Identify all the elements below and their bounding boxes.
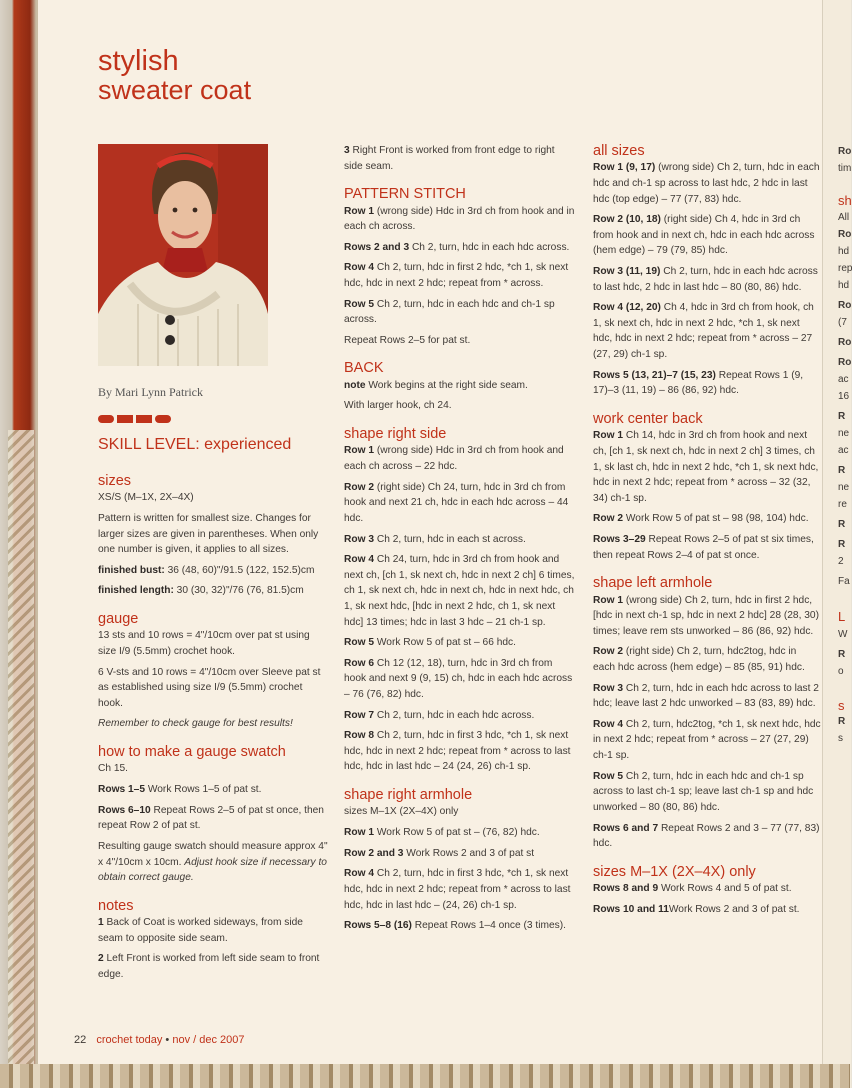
pattern-paragraph	[344, 804, 576, 820]
pattern-paragraph	[344, 656, 576, 703]
next-page-fragment: ne	[838, 428, 850, 439]
row-label: finished bust:	[98, 564, 165, 576]
next-page-fragment: W	[838, 629, 848, 640]
pattern-paragraph	[593, 264, 821, 295]
pattern-text: Pattern is written for smallest size. Changes for larger sizes are given in parentheses. When only one number is given, it applies to all sizes.	[98, 513, 319, 556]
row-label: 3	[344, 145, 350, 156]
pattern-text: (wrong side) Ch 2, turn, hdc in each hdc and ch-1 sp across to last hdc, 2 hdc in last hdc (top edge) – 77 (77, 83) hdc.	[593, 162, 820, 205]
pattern-paragraph	[344, 918, 576, 934]
pattern-text: Work Rows 2 and 3 of pat st.	[668, 903, 800, 915]
pattern-paragraph	[344, 378, 576, 394]
pattern-paragraph	[593, 368, 821, 399]
page-title	[98, 46, 251, 105]
page-number: 22	[74, 1034, 87, 1046]
pattern-paragraph	[344, 825, 576, 841]
left-page-spine	[0, 0, 38, 1088]
row-label: Row 5	[344, 637, 375, 649]
pattern-text: 6 V-sts and 10 rows = 4"/10cm over Sleeve pat st as established using size I/9 (5.5mm) crochet hook.	[98, 666, 321, 709]
pattern-text: 36 (48, 60)"/91.5 (122, 152.5)cm	[164, 564, 315, 576]
pattern-paragraph	[344, 398, 576, 414]
pattern-paragraph	[344, 532, 576, 548]
pattern-text: Adjust hook size if necessary to obtain correct gauge.	[98, 856, 327, 884]
next-page-fragment: R	[838, 716, 846, 727]
next-page-fragment: R	[838, 539, 846, 550]
pattern-paragraph	[344, 297, 576, 328]
row-label: Row 1	[344, 205, 375, 217]
pattern-paragraph	[344, 260, 576, 291]
section-heading: shape right armhole	[344, 787, 473, 804]
row-label: Row 8	[344, 730, 375, 742]
pattern-text: Ch 2, turn, hdc in each hdc across.	[374, 709, 535, 721]
pattern-paragraph	[593, 160, 821, 207]
next-page-fragment: s	[838, 733, 843, 744]
next-page-fragment: rep	[838, 263, 852, 274]
section-heading: gauge	[98, 611, 139, 628]
pattern-text: (wrong side) Hdc in 3rd ch from hook and each ch across – 22 hdc.	[344, 445, 564, 473]
next-page-fragment: tim	[838, 163, 852, 174]
pattern-text: Work Row 5 of pat st – 66 hdc.	[374, 637, 516, 649]
row-label: Row 4	[344, 554, 375, 566]
pattern-paragraph	[98, 563, 330, 579]
pattern-paragraph	[344, 552, 576, 630]
column-3	[593, 143, 821, 922]
model-photo	[98, 144, 268, 366]
skill-level-bars-icon	[98, 413, 172, 425]
row-label: Row 2 and 3	[344, 847, 404, 859]
pattern-text: Ch 2, turn, hdc in each hdc and ch-1 sp across to last ch-1 sp; leave last ch-1 sp and hdc unworked – 80 (80, 86) hdc.	[593, 770, 814, 813]
next-page-fragment: re	[838, 499, 847, 510]
pattern-paragraph	[344, 728, 576, 775]
issue-date: nov / dec 2007	[172, 1034, 245, 1046]
pattern-text: Ch 15.	[98, 763, 129, 775]
pattern-text: Ch 2, turn, hdc in first 3 hdc, *ch 1, sk next hdc, hdc in next 2 hdc; repeat from * across to last hdc, hdc in last hdc – (24, 26) ch-1 sp.	[344, 868, 571, 911]
title-line-1: stylish	[98, 45, 179, 77]
row-label: Row 6	[344, 657, 375, 669]
next-page-fragment: Ro	[838, 357, 852, 368]
next-page-fragment: ac	[838, 374, 849, 385]
pattern-paragraph	[98, 951, 330, 982]
pattern-text: Work Rows 4 and 5 of pat st.	[658, 883, 792, 895]
pattern-text: Left Front is worked from left side seam to front edge.	[98, 953, 320, 980]
row-label: Row 3 (11, 19)	[593, 266, 661, 278]
section-heading: how to make a gauge swatch	[98, 744, 286, 761]
pattern-text: Ch 2, turn, hdc2tog, *ch 1, sk next hdc, hdc in next 2 hdc; repeat from * across – 27 (27, 29) ch-1 sp.	[593, 718, 821, 762]
pattern-text: XS/S (M–1X, 2X–4X)	[98, 492, 194, 504]
pattern-paragraph	[98, 915, 330, 946]
next-page-fragment: R	[838, 465, 846, 476]
pattern-paragraph	[98, 761, 330, 777]
pattern-text: Work Rows 1–5 of pat st.	[145, 784, 262, 796]
pattern-text: Repeat Rows 1 (9, 17)–3 (11, 19) – 86 (86, 92) hdc.	[593, 369, 804, 397]
next-page-fragment: Ro	[838, 337, 852, 348]
row-label: Row 1	[344, 445, 375, 457]
pattern-text: Ch 2, turn, hdc in first 2 hdc, *ch 1, sk next hdc, hdc in next 2 hdc; repeat from * across.	[344, 262, 569, 290]
pattern-paragraph	[344, 443, 576, 474]
pattern-paragraph	[344, 866, 576, 913]
pattern-paragraph	[593, 511, 821, 527]
pattern-paragraph	[344, 333, 576, 349]
next-page-fragment: L	[838, 609, 846, 624]
pattern-paragraph	[593, 428, 821, 506]
pattern-text: With larger hook, ch 24.	[344, 400, 452, 412]
pattern-paragraph	[593, 717, 821, 764]
row-label: Rows 2 and 3	[344, 241, 410, 253]
pattern-text: 13 sts and 10 rows = 4"/10cm over pat st using size I/9 (5.5mm) crochet hook.	[98, 630, 310, 658]
row-label: Rows 10 and 11	[593, 903, 669, 915]
section-heading: sizes	[98, 473, 132, 489]
row-label: Row 2	[593, 513, 624, 525]
pattern-paragraph	[593, 212, 821, 259]
pattern-text: Work begins at the right side seam.	[365, 379, 528, 391]
pattern-text: Remember to check gauge for best results!	[98, 718, 293, 730]
row-label: Row 7	[344, 709, 375, 721]
next-page-fragment: R	[838, 519, 846, 530]
row-label: Rows 3–29	[593, 533, 646, 545]
footer-bullet: •	[165, 1034, 170, 1046]
pattern-text: Back of Coat is worked sideways, from side seam to opposite side seam.	[98, 917, 303, 944]
pattern-text: Repeat Rows 1–4 once (3 times).	[411, 920, 566, 932]
row-label: Row 1	[593, 430, 624, 442]
rope-texture	[8, 430, 34, 1070]
pattern-text: Work Row 5 of pat st – 98 (98, 104) hdc.	[623, 513, 809, 525]
pattern-text: Ch 2, turn, hdc in each hdc across.	[409, 241, 570, 253]
pattern-text: Ch 24, turn, hdc in 3rd ch from hook and next ch, [ch 1, sk next ch, hdc in next 2 ch] 6 times, ch 1, sk next ch, hdc in next ch, hdc in next hdc, ch 1, sk next hdc, [hdc in next 2 hdc, ch 1, sk next hdc] 13 times; hdc in last 3 hdc – 21 ch-1 sp.	[344, 554, 575, 628]
next-page-fragment: sh	[838, 193, 852, 208]
pattern-text: Repeat Rows 2–5 of pat st six times, then repeat Rows 2–4 of pat st once.	[593, 533, 814, 561]
pattern-text: (wrong side) Hdc in 3rd ch from hook and in each ch across.	[344, 205, 575, 233]
pattern-text: sizes M–1X (2X–4X) only	[344, 806, 459, 818]
next-page-fragment: ac	[838, 445, 849, 456]
pattern-text: Ch 2, turn, hdc in each hdc across to last 2 hdc; leave last 2 hdc unworked – 83 (83, 89) hdc.	[593, 682, 819, 710]
column-2	[344, 143, 576, 939]
section-heading: work center back	[593, 410, 703, 427]
pattern-text: (wrong side) Ch 2, turn, hdc in first 2 hdc, [hdc in next ch-1 sp, hdc in next 2 hdc] 28 (28, 30) times; leave rem sts unworked – 86 (86, 92) hdc.	[593, 594, 819, 637]
section-heading: shape left armhole	[593, 575, 713, 592]
pattern-text: Work Row 5 of pat st – (76, 82) hdc.	[374, 827, 540, 839]
next-page-fragment: 2	[838, 556, 844, 567]
row-label: Rows 1–5	[98, 784, 145, 796]
section-heading: notes	[98, 897, 134, 914]
next-page-fragment: All	[838, 212, 850, 223]
pattern-paragraph	[344, 480, 576, 527]
row-label: Row 1	[593, 594, 624, 606]
pattern-text: Ch 2, turn, hdc in each hdc across to last hdc, 2 hdc in last hdc – 80 (80, 86) hdc.	[593, 266, 818, 293]
pattern-paragraph	[344, 143, 576, 174]
row-label: Row 3	[344, 533, 375, 545]
pattern-paragraph	[593, 300, 821, 362]
pattern-paragraph	[593, 681, 821, 712]
pattern-text: Repeat Rows 2–5 for pat st.	[344, 334, 471, 346]
section-heading: BACK	[344, 360, 384, 377]
pattern-paragraph	[344, 240, 576, 256]
pattern-paragraph	[344, 204, 576, 235]
pattern-text: (right side) Ch 4, hdc in 3rd ch from hook and in next ch, hdc in each hdc across (hem edge) – 79 (79, 85) hdc.	[593, 214, 815, 257]
next-page-fragment: ne	[838, 482, 850, 493]
next-page-fragment: s	[838, 698, 845, 713]
pattern-paragraph	[98, 716, 330, 732]
section-heading: shape right side	[344, 426, 447, 443]
next-page-fragment: 16	[838, 391, 850, 402]
pattern-paragraph	[98, 583, 330, 599]
row-label: Row 5	[593, 770, 624, 782]
row-label: Rows 5 (13, 21)–7 (15, 23)	[593, 369, 716, 381]
pattern-paragraph	[98, 839, 330, 886]
pattern-text: (right side) Ch 24, turn, hdc in 3rd ch from hook and next 21 ch, hdc in each hdc across – 44 hdc.	[344, 481, 569, 524]
row-label: 1	[98, 917, 104, 929]
pattern-paragraph	[98, 490, 330, 506]
pattern-paragraph	[98, 628, 330, 659]
next-page-fragment: Ro	[838, 229, 852, 240]
pattern-text: 30 (30, 32)"/76 (76, 81.5)cm	[173, 585, 304, 597]
next-page-fragment: Ro	[838, 146, 852, 157]
row-label: Row 5	[344, 298, 375, 310]
section-heading: all sizes	[593, 143, 645, 159]
pattern-paragraph	[344, 635, 576, 651]
row-label: Rows 6–10	[98, 804, 151, 816]
pattern-text: Ch 14, hdc in 3rd ch from hook and next ch, [ch 1, sk next ch, hdc in next 2 ch] 3 times, ch 1, sk last ch, hdc in next 2 hdc, *ch 1, sk next hdc, hdc in next 2 hdc; repeat from * across – 32 (32, 34) ch-1 sp.	[593, 430, 819, 504]
row-label: Row 1 (9, 17)	[593, 162, 656, 174]
row-label: Rows 5–8 (16)	[344, 920, 412, 932]
row-label: Row 2	[344, 481, 375, 493]
pattern-text: Ch 2, turn, hdc in each hdc and ch-1 sp across.	[344, 298, 555, 326]
pattern-paragraph	[593, 769, 821, 816]
pattern-paragraph	[593, 644, 821, 675]
pattern-text: Ch 12 (12, 18), turn, hdc in 3rd ch from hook and next 9 (9, 15) ch, hdc in each hdc across – 76 (76, 82) hdc.	[344, 657, 573, 701]
row-label: Row 1	[344, 827, 375, 839]
row-label: finished length:	[98, 585, 174, 597]
pattern-text: Repeat Rows 2 and 3 – 77 (77, 83) hdc.	[593, 822, 820, 850]
pattern-text: Repeat Rows 2–5 of pat st once, then repeat Row 2 of pat st.	[98, 804, 324, 832]
pattern-text: Work Rows 2 and 3 of pat st	[403, 847, 535, 859]
pattern-paragraph	[344, 846, 576, 862]
row-label: Rows 6 and 7	[593, 822, 659, 834]
row-label: Rows 8 and 9	[593, 883, 659, 895]
pattern-paragraph	[98, 782, 330, 798]
pattern-paragraph	[593, 593, 821, 640]
magazine-name: crochet today	[96, 1034, 163, 1046]
next-page-fragment: hd	[838, 246, 850, 257]
page-footer	[74, 1034, 245, 1046]
pattern-text: Resulting gauge swatch should measure approx 4" x 4"/10cm x 10cm.	[98, 840, 328, 868]
pattern-paragraph	[593, 821, 821, 852]
next-page-fragment: hd	[838, 280, 850, 291]
next-page-fragment: (7	[838, 317, 847, 328]
section-heading: sizes M–1X (2X–4X) only	[593, 863, 756, 880]
row-label: Row 4	[344, 262, 375, 274]
skill-level: SKILL LEVEL: experienced	[98, 436, 292, 453]
row-label: Row 4	[593, 718, 624, 730]
pattern-text: Ch 4, hdc in 3rd ch from hook, ch 1, sk next ch, hdc in next 2 hdc, *ch 1, sk next hdc, hdc in next 2 hdc; repeat from * across – 27 (27, 29) ch-1 sp.	[593, 302, 814, 361]
pattern-paragraph	[98, 511, 330, 558]
pattern-text: Ch 2, turn, hdc in first 3 hdc, *ch 1, sk next hdc, hdc in next 2 hdc; repeat from * across to last hdc, hdc in last hdc – 24 (24, 26) ch-1 sp.	[344, 730, 571, 773]
pattern-paragraph	[98, 665, 330, 712]
row-label: Row 2 (10, 18)	[593, 214, 661, 226]
next-page-fragment: Fa	[838, 576, 850, 587]
pattern-text: Right Front is worked from front edge to right side seam.	[344, 145, 555, 172]
pattern-text: Ch 2, turn, hdc in each st across.	[374, 533, 526, 545]
row-label: Row 3	[593, 682, 624, 694]
bottom-border-strip	[0, 1064, 850, 1088]
section-heading: PATTERN STITCH	[344, 186, 466, 203]
next-page-fragment: o	[838, 666, 844, 677]
next-page-fragment: R	[838, 649, 846, 660]
pattern-paragraph	[593, 881, 821, 897]
row-label: Row 4	[344, 868, 375, 880]
pattern-text: (right side) Ch 2, turn, hdc2tog, hdc in each hdc across (hem edge) – 85 (85, 91) hdc.	[593, 646, 805, 674]
pattern-paragraph	[344, 708, 576, 724]
pattern-paragraph	[593, 532, 821, 563]
row-label: 2	[98, 953, 104, 965]
pattern-paragraph	[98, 803, 330, 834]
byline: By Mari Lynn Patrick	[98, 385, 203, 399]
next-page-fragment: Ro	[838, 300, 852, 311]
row-label: Row 4 (12, 20)	[593, 302, 661, 314]
next-page-fragment: R	[838, 411, 846, 422]
title-line-2: sweater coat	[98, 75, 252, 106]
row-label: Row 2	[593, 646, 624, 658]
row-label: note	[344, 379, 366, 391]
pattern-paragraph	[593, 902, 821, 918]
column-1	[98, 473, 330, 988]
